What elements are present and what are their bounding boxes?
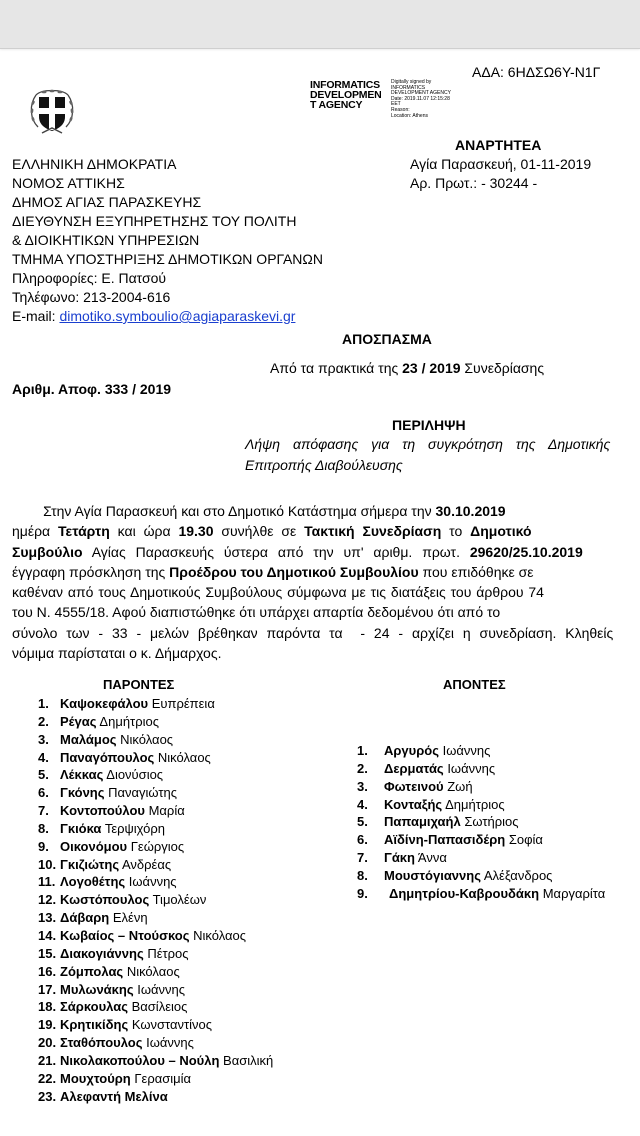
member-number: 14. [38, 927, 57, 943]
member-number: 13. [38, 910, 57, 926]
minutes-reference [270, 360, 544, 376]
emphasized-text: Προέδρου του Δημοτικού Συμβουλίου [169, 563, 419, 580]
member-surname: Κονταξής [384, 796, 443, 812]
emphasized-text: Τετάρτη [58, 523, 110, 540]
member-surname: Κρητικίδης [60, 1017, 129, 1033]
member-item [38, 963, 273, 981]
member-surname: Γκιόκα [60, 820, 102, 836]
member-number: 11. [38, 874, 56, 890]
member-number: 21. [38, 1052, 57, 1068]
date-protocol-block [410, 155, 591, 193]
member-number: 4. [357, 796, 368, 812]
member-number: 17. [38, 981, 57, 997]
member-item [38, 749, 273, 767]
emphasized-text: 30.10.2019 [435, 503, 506, 519]
member-first-name: Βασίλειος [127, 999, 188, 1015]
member-number: 20. [38, 1035, 57, 1051]
member-first-name: Τιμολέων [149, 892, 207, 908]
member-surname: Οικονόμου [60, 838, 128, 854]
member-number: 18. [38, 999, 57, 1015]
emphasized-text: Δημοτικό [470, 523, 532, 540]
member-item [38, 802, 273, 820]
email-label: E-mail: [12, 308, 60, 324]
member-number: 5. [357, 814, 368, 830]
member-number: 7. [357, 850, 368, 866]
member-item [38, 1034, 273, 1052]
member-first-name: Πέτρος [143, 945, 189, 961]
member-first-name: Ζωή [443, 778, 473, 794]
member-surname: Μουστόγιαννης [384, 867, 481, 883]
member-item [38, 1052, 273, 1070]
member-number: 5. [38, 767, 49, 783]
signature-detail-line: Digitally signed by [391, 79, 432, 85]
email-row [12, 307, 323, 326]
summary-title: ΠΕΡΙΛΗΨΗ [392, 417, 466, 433]
member-first-name: Σωτήριος [460, 814, 519, 830]
member-number: 2. [357, 760, 368, 776]
text-run: και ώρα [109, 523, 179, 540]
text-run: Στην Αγία Παρασκευή και στο Δημοτικό Κατάστημα σήμερα την [12, 503, 436, 519]
member-surname: Γκιζιώτης [60, 856, 120, 872]
member-item [38, 856, 273, 874]
member-number: 23. [38, 1088, 57, 1104]
signature-organization [310, 80, 382, 110]
signature-detail-line: Reason: [391, 106, 410, 113]
member-first-name: Ιωάννης [443, 760, 496, 776]
text-run: ημέρα [12, 523, 59, 540]
member-item [38, 1088, 273, 1106]
member-item [38, 731, 273, 749]
member-number: 3. [38, 731, 49, 747]
publish-notice: ΑΝΑΡΤΗΤΕΑ [455, 137, 542, 153]
header-line: & ΔΙΟΙΚΗΤΙΚΩΝ ΥΠΗΡΕΣΙΩΝ [12, 232, 200, 248]
signature-detail-line: INFORMATICS [391, 84, 426, 91]
document-page [0, 49, 640, 1136]
text-run: Αγίας Παρασκευής ύστερα από την υπ' αριθμ. πρωτ. [82, 543, 470, 560]
member-surname: Λογοθέτης [60, 874, 126, 890]
member-number: 1. [38, 696, 49, 711]
member-number: 9. [38, 838, 49, 854]
member-surname: Δερματάς [384, 760, 444, 776]
member-item [357, 867, 605, 885]
member-number: 15. [38, 945, 57, 961]
emphasized-text: Συμβούλιο [12, 543, 83, 560]
member-item [357, 831, 605, 849]
member-number: 22. [38, 1070, 57, 1086]
member-surname: Σταθόπουλος [60, 1035, 143, 1051]
member-number: 8. [38, 820, 49, 836]
member-first-name: Τερψιχόρη [101, 820, 166, 836]
text-run: το [441, 523, 471, 540]
summary-line: Λήψη απόφασης για τη συγκρότηση της Δημοτικής [245, 436, 611, 452]
member-number: 3. [357, 778, 368, 794]
member-surname: Αργυρός [384, 743, 439, 758]
ada-code: ΑΔΑ: 6ΗΔΣΩ6Υ-Ν1Γ [472, 64, 601, 80]
paragraph-line [12, 602, 613, 622]
text-run: συνήλθε σε [213, 523, 305, 540]
signature-org-line: INFORMATICS [310, 79, 380, 91]
member-number: 6. [357, 832, 368, 848]
member-surname: Ρέγας [60, 713, 97, 729]
member-first-name: Διονύσιος [103, 767, 164, 783]
member-first-name: Βασιλική [219, 1052, 274, 1068]
member-first-name: Γεώργιος [127, 838, 185, 854]
paragraph-line [12, 582, 613, 602]
protocol-number: Αρ. Πρωτ.: - 30244 - [410, 175, 538, 191]
signature-detail-line: Location: Athens [391, 112, 428, 119]
member-number: 8. [357, 867, 368, 883]
member-item [38, 766, 273, 784]
member-surname: Γάκη [384, 850, 415, 866]
member-item [38, 909, 273, 927]
present-members-list [38, 695, 273, 1105]
member-first-name: Νικόλαος [116, 731, 174, 747]
member-item [357, 796, 605, 814]
member-number: 2. [38, 713, 49, 729]
member-first-name: Δημήτριος [96, 713, 159, 729]
member-first-name: Νικόλαος [154, 749, 211, 765]
member-item [38, 945, 273, 963]
info-contact: Πληροφορίες: Ε. Πατσού [12, 270, 167, 286]
member-item [357, 849, 605, 867]
greek-coat-of-arms-icon [24, 83, 80, 139]
email-link[interactable]: dimotiko.symboulio@agiaparaskevi.gr [59, 308, 296, 324]
member-surname: Μαλάμος [60, 731, 117, 747]
body-paragraph [12, 501, 613, 663]
decision-number: Αριθμ. Αποφ. 333 / 2019 [12, 381, 172, 397]
text-run: σύνολο των - 33 - μελών βρέθηκαν παρόντα τα - 24 - αρχίζει η συνεδρίαση. Κληθείς [12, 624, 614, 641]
member-item [38, 784, 273, 802]
member-item [38, 873, 273, 891]
member-surname: Κωστόπουλος [60, 892, 150, 908]
paragraph-line [12, 643, 613, 663]
member-first-name: Νικόλαος [189, 927, 247, 943]
excerpt-title: ΑΠΟΣΠΑΣΜΑ [342, 331, 432, 347]
place-date: Αγία Παρασκευή, 01-11-2019 [410, 156, 592, 172]
text-run: καθέναν από τους Δημοτικούς Συμβούλους σύμφωνα με τις διατάξεις του άρθρου 74 [12, 584, 544, 601]
member-number: 4. [38, 749, 49, 765]
paragraph-line [12, 501, 613, 521]
member-surname: Μουχτούρη [60, 1070, 131, 1086]
text-run: που επιδόθηκε σε [418, 563, 534, 580]
member-surname: Σάρκουλας [60, 999, 128, 1015]
member-first-name: Σοφία [505, 832, 543, 848]
member-item [357, 778, 605, 796]
member-surname: Γκόνης [60, 785, 105, 801]
member-number: 6. [38, 785, 49, 801]
member-surname: Παπαμιχαήλ [384, 814, 461, 830]
emphasized-text: Τακτική Συνεδρίαση [304, 523, 442, 540]
member-surname: Δάβαρη [60, 910, 110, 926]
member-number: 7. [38, 803, 49, 819]
member-surname: Ζόμπολας [60, 963, 124, 979]
member-item [38, 891, 273, 909]
text-run: νόμιμα παρίσταται ο κ. Δήμαρχος. [12, 645, 222, 662]
member-item [357, 885, 605, 903]
member-first-name: Ελένη [109, 910, 148, 926]
summary-line: Επιτροπής Διαβούλευσης [245, 457, 403, 473]
member-first-name: Γερασιμία [130, 1070, 192, 1086]
member-item [38, 820, 273, 838]
header-line: ΤΜΗΜΑ ΥΠΟΣΤΗΡΙΞΗΣ ΔΗΜΟΤΙΚΩΝ ΟΡΓΑΝΩΝ [12, 251, 323, 267]
paragraph-line [12, 521, 613, 541]
paragraph-line [12, 542, 613, 562]
member-number: 1. [357, 743, 368, 758]
member-number: 16. [38, 963, 57, 979]
member-item [38, 695, 273, 713]
member-item [357, 760, 605, 778]
member-surname: Φωτεινού [384, 778, 444, 794]
member-item [38, 998, 273, 1016]
member-item [38, 1016, 273, 1034]
member-item [38, 927, 273, 945]
header-line: ΕΛΛΗΝΙΚΗ ΔΗΜΟΚΡΑΤΙΑ [12, 156, 177, 172]
member-first-name: Δημήτριος [442, 796, 505, 812]
member-surname: Κοντοπούλου [60, 803, 145, 819]
minutes-ref-text: Από τα πρακτικά της [270, 360, 403, 376]
member-first-name: Ανδρέας [119, 856, 172, 872]
member-surname: Διακογιάννης [60, 945, 144, 961]
member-surname: Νικολακοπούλου – Νούλη [60, 1052, 220, 1068]
signature-detail-line: DEVELOPMENT AGENCY [391, 90, 451, 97]
session-number: 23 / 2019 [402, 360, 461, 376]
text-run: έγγραφη πρόσκληση της [12, 563, 170, 580]
text-run: του Ν. 4555/18. Αφού διαπιστώθηκε ότι υπάρχει απαρτία δεδομένου ότι από το [12, 604, 501, 621]
member-first-name: Νικόλαος [123, 963, 180, 979]
member-first-name: Μαρία [144, 803, 185, 819]
paragraph-line [12, 562, 613, 582]
member-item [357, 813, 605, 831]
member-number: 10. [38, 856, 57, 872]
member-surname: Παναγόπουλος [60, 749, 155, 765]
member-first-name: Μαργαρίτα [539, 885, 606, 901]
header-line: ΔΙΕΥΘΥΝΣΗ ΕΞΥΠΗΡΕΤΗΣΗΣ ΤΟΥ ΠΟΛΙΤΗ [12, 213, 297, 229]
header-line: ΔΗΜΟΣ ΑΓΙΑΣ ΠΑΡΑΣΚΕΥΗΣ [12, 194, 202, 210]
member-surname: Μυλωνάκης [60, 981, 134, 997]
header-line: ΝΟΜΟΣ ΑΤΤΙΚΗΣ [12, 175, 125, 191]
member-surname: Αλεφαντή Μελίνα [60, 1088, 168, 1104]
member-first-name: Άννα [415, 850, 447, 866]
viewer-toolbar [0, 0, 640, 49]
member-first-name: Κωνσταντίνος [128, 1017, 213, 1033]
emphasized-text: 19.30 [178, 523, 214, 540]
member-surname: Δημητρίου-Καβρουδάκη [389, 885, 540, 901]
emphasized-text: 29620/25.10.2019 [469, 543, 583, 560]
signature-detail-line: EET [391, 101, 401, 108]
member-number: 12. [38, 892, 57, 908]
summary-text [245, 434, 610, 476]
absent-header: ΑΠΟΝΤΕΣ [443, 677, 506, 692]
member-first-name: Ευπρέπεια [148, 696, 215, 711]
member-item [38, 1070, 273, 1088]
present-header: ΠΑΡΟΝΤΕΣ [103, 677, 175, 692]
member-surname: Κωβαίος – Ντούσκος [60, 927, 190, 943]
member-surname: Λέκκας [60, 767, 104, 783]
member-surname: Αϊδίνη-Παπασιδέρη [384, 832, 506, 848]
signature-details [391, 80, 451, 119]
member-first-name: Παναγιώτης [104, 785, 178, 801]
member-item [38, 713, 273, 731]
signature-detail-line: Date: 2019.11.07 12:15:28 [391, 95, 450, 102]
member-item [38, 981, 273, 999]
member-number: 9. [357, 885, 368, 901]
absent-members-list [357, 742, 605, 903]
member-first-name: Ιωάννης [142, 1035, 194, 1051]
phone: Τηλέφωνο: 213-2004-616 [12, 289, 171, 305]
member-number: 19. [38, 1017, 57, 1033]
member-item [357, 742, 605, 760]
minutes-ref-text: Συνεδρίασης [460, 360, 545, 376]
signature-org-line: DEVELOPMEN [310, 89, 382, 101]
issuer-header [12, 155, 323, 326]
member-first-name: Ιωάννης [438, 743, 491, 758]
member-first-name: Ιωάννης [133, 981, 186, 997]
member-surname: Καψοκεφάλου [60, 696, 149, 711]
member-item [38, 838, 273, 856]
signature-org-line: T AGENCY [310, 99, 363, 111]
member-first-name: Αλέξανδρος [480, 867, 553, 883]
paragraph-line [12, 623, 613, 643]
member-first-name: Ιωάννης [125, 874, 177, 890]
